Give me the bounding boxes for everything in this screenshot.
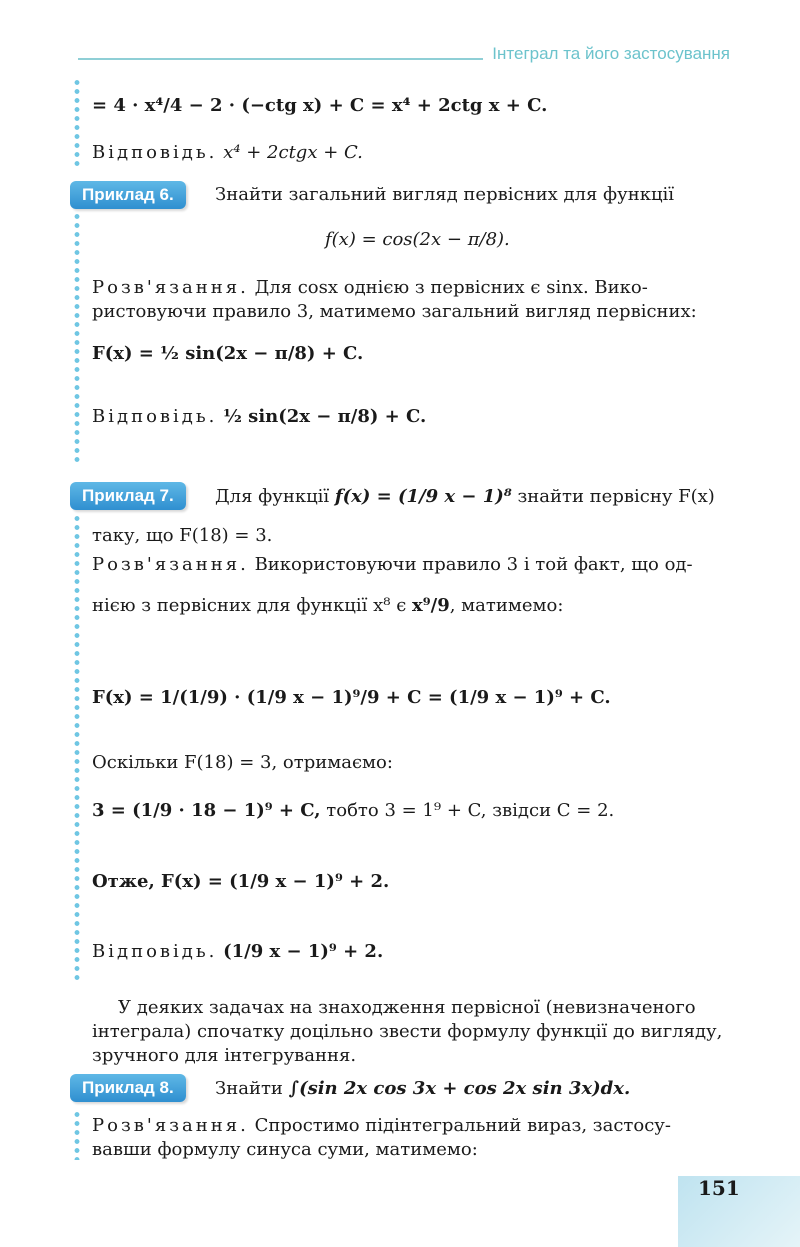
task-text: Знайти (215, 1078, 283, 1099)
solution-text: Спростимо підінтегральний вираз, застосу- (254, 1115, 671, 1136)
condition-line: Оскільки F(18) = 3, отримаємо: (92, 752, 393, 773)
intro-paragraph: У деяких задачах на знаходження первісної (невизначеного інтеграла) спочатку доцільно звести формулу функції до вигляду, зручного для інтегрування. (92, 997, 723, 1066)
answer-text: x⁴ + 2ctgx + C. (223, 142, 363, 163)
task-function: f(x) = (1/9 x − 1)⁸ (334, 486, 512, 507)
solution-line: ристовуючи правило 3, матимемо загальний вигляд первісних: (92, 301, 697, 322)
answer-text: (1/9 x − 1)⁹ + 2. (223, 941, 384, 962)
formula-continuation: = 4 · x⁴/4 − 2 · (−ctg x) + C = x⁴ + 2ctg x + C. (92, 95, 548, 116)
equation-tail: тобто 3 = 1⁹ + C, звідси C = 2. (326, 800, 615, 821)
example-7-task (215, 485, 715, 509)
example-6-task: Знайти загальний вигляд первісних для функції (215, 184, 675, 205)
task-text: знайти первісну F(x) (517, 486, 715, 507)
margin-dots (74, 212, 80, 462)
task-condition: таку, що F(18) = 3. (92, 525, 273, 546)
solution-text: Для cosx однією з первісних є sinx. Вико- (254, 277, 648, 298)
integral-expression: ∫(sin 2x cos 3x + cos 2x sin 3x)dx. (288, 1078, 631, 1099)
example-8-badge: Приклад 8. (70, 1074, 186, 1102)
solution-line (92, 276, 648, 300)
running-header: Інтеграл та його застосування (492, 44, 730, 63)
page-number-corner (678, 1176, 800, 1247)
answer-line (92, 141, 363, 165)
function-formula: f(x) = cos(2x − π/8). (325, 229, 510, 250)
answer-label: Відповідь. (92, 406, 218, 427)
answer-text: ½ sin(2x − π/8) + C. (223, 406, 427, 427)
header-rule (78, 58, 483, 60)
example-6-function (325, 228, 510, 252)
antiderivative-formula: F(x) = ½ sin(2x − π/8) + C. (92, 343, 364, 364)
example-8-task (215, 1077, 630, 1101)
solution-label: Розв'язання. (92, 554, 249, 575)
answer-label: Відповідь. (92, 941, 218, 962)
solution-line (92, 1114, 671, 1138)
solution-text: Використовуючи правило 3 і той факт, що од- (254, 554, 693, 575)
answer-line (92, 940, 383, 964)
result-line: Отже, F(x) = (1/9 x − 1)⁹ + 2. (92, 871, 390, 892)
solution-label: Розв'язання. (92, 277, 249, 298)
equation-line (92, 799, 614, 823)
page-number: 151 (698, 1176, 740, 1200)
solution-text: , матимемо: (449, 595, 564, 616)
solution-line (92, 594, 563, 618)
example-6-badge: Приклад 6. (70, 181, 186, 209)
margin-dots (74, 1110, 80, 1160)
equation: 3 = (1/9 · 18 − 1)⁹ + C, (92, 800, 321, 821)
margin-dots (74, 78, 80, 170)
solution-label: Розв'язання. (92, 1115, 249, 1136)
solution-text: нією з первісних для функції x⁸ є (92, 595, 407, 616)
solution-line: вавши формулу синуса суми, матимемо: (92, 1139, 478, 1160)
answer-label: Відповідь. (92, 142, 218, 163)
solution-line (92, 553, 693, 577)
antiderivative-formula: F(x) = 1/(1/9) · (1/9 x − 1)⁹/9 + C = (1/9 x − 1)⁹ + C. (92, 687, 611, 708)
answer-line (92, 405, 426, 429)
task-text: Для функції (215, 486, 330, 507)
fraction-x9-over-9: x⁹/9 (412, 595, 450, 616)
example-7-badge: Приклад 7. (70, 482, 186, 510)
margin-dots (74, 514, 80, 984)
